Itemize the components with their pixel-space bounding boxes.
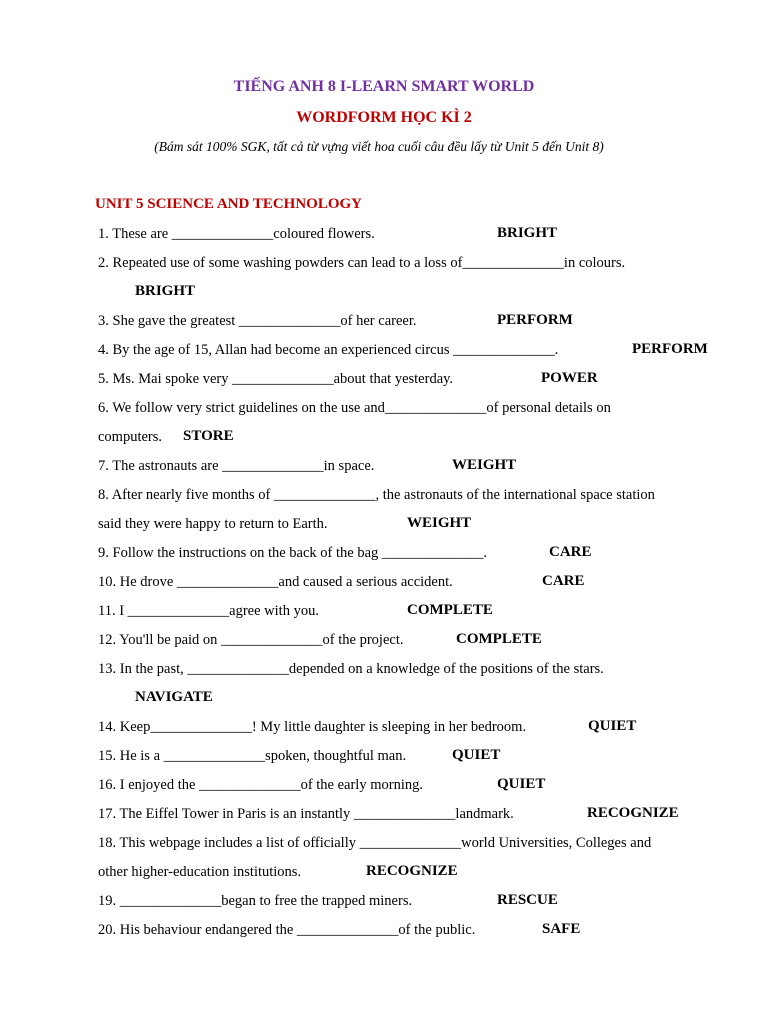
- exercise-16-keyword: QUIET: [497, 776, 546, 792]
- exercise-9-keyword: CARE: [549, 544, 592, 560]
- exercise-19-text: 19. ______________began to free the trapped miners.: [98, 893, 413, 909]
- exercise-20-keyword: SAFE: [542, 921, 581, 937]
- exercise-10-keyword: CARE: [542, 573, 585, 589]
- exercise-14-keyword: QUIET: [588, 718, 637, 734]
- exercise-17-text: 17. The Eiffel Tower in Paris is an instantly ______________landmark.: [98, 806, 514, 822]
- exercise-11-text: 11. I ______________agree with you.: [98, 603, 319, 619]
- exercise-13-keyword: NAVIGATE: [135, 689, 213, 705]
- exercise-4-text: 4. By the age of 15, Allan had become an experienced circus ______________.: [98, 342, 559, 358]
- exercise-5-keyword: POWER: [541, 370, 598, 386]
- exercise-4-keyword: PERFORM: [632, 341, 708, 357]
- exercise-19-keyword: RESCUE: [497, 892, 558, 908]
- exercise-3-text: 3. She gave the greatest ______________of her career.: [98, 313, 417, 329]
- exercise-8-text-cont: said they were happy to return to Earth.: [98, 516, 328, 532]
- exercise-20-text: 20. His behaviour endangered the ______________of the public.: [98, 922, 476, 938]
- exercise-10-text: 10. He drove ______________and caused a serious accident.: [98, 574, 453, 590]
- exercise-1-keyword: BRIGHT: [497, 225, 558, 241]
- exercise-17-keyword: RECOGNIZE: [587, 805, 679, 821]
- exercise-7-keyword: WEIGHT: [452, 457, 517, 473]
- document-title: TIẾNG ANH 8 I-LEARN SMART WORLD: [233, 78, 535, 95]
- exercise-6-text-cont: computers.: [98, 429, 163, 445]
- exercise-9-text: 9. Follow the instructions on the back of the bag ______________.: [98, 545, 488, 561]
- exercise-15-text: 15. He is a ______________spoken, thoughtful man.: [98, 748, 407, 764]
- exercise-2-keyword: BRIGHT: [135, 283, 196, 299]
- exercise-2-text: 2. Repeated use of some washing powders can lead to a loss of______________in colours.: [98, 255, 626, 271]
- exercise-16-text: 16. I enjoyed the ______________of the early morning.: [98, 777, 423, 793]
- document-note: (Bám sát 100% SGK, tất cả từ vựng viết hoa cuối câu đều lấy từ Unit 5 đến Unit 8): [154, 139, 604, 154]
- exercise-14-text: 14. Keep______________! My little daughter is sleeping in her bedroom.: [98, 719, 527, 735]
- exercise-12-text: 12. You'll be paid on ______________of the project.: [98, 632, 404, 648]
- exercise-6-text: 6. We follow very strict guidelines on the use and______________of personal details on: [98, 400, 611, 416]
- exercise-7-text: 7. The astronauts are ______________in space.: [98, 458, 375, 474]
- exercise-18-keyword: RECOGNIZE: [366, 863, 458, 879]
- exercise-11-keyword: COMPLETE: [407, 602, 493, 618]
- exercise-18-text-cont: other higher-education institutions.: [98, 864, 302, 880]
- exercise-8-text: 8. After nearly five months of ______________, the astronauts of the international space station: [98, 487, 655, 503]
- unit-heading: UNIT 5 SCIENCE AND TECHNOLOGY: [95, 196, 363, 212]
- exercise-3-keyword: PERFORM: [497, 312, 573, 328]
- exercise-8-keyword: WEIGHT: [407, 515, 472, 531]
- exercise-15-keyword: QUIET: [452, 747, 501, 763]
- exercise-1-text: 1. These are ______________coloured flowers.: [98, 226, 375, 242]
- exercise-18-text: 18. This webpage includes a list of officially ______________world Universities, Colleges and: [98, 835, 652, 851]
- exercise-6-keyword: STORE: [183, 428, 234, 444]
- exercise-12-keyword: COMPLETE: [456, 631, 542, 647]
- exercise-13-text: 13. In the past, ______________depended on a knowledge of the positions of the stars.: [98, 661, 604, 677]
- document-subtitle: WORDFORM HỌC KÌ 2: [296, 109, 472, 126]
- exercise-5-text: 5. Ms. Mai spoke very ______________about that yesterday.: [98, 371, 454, 387]
